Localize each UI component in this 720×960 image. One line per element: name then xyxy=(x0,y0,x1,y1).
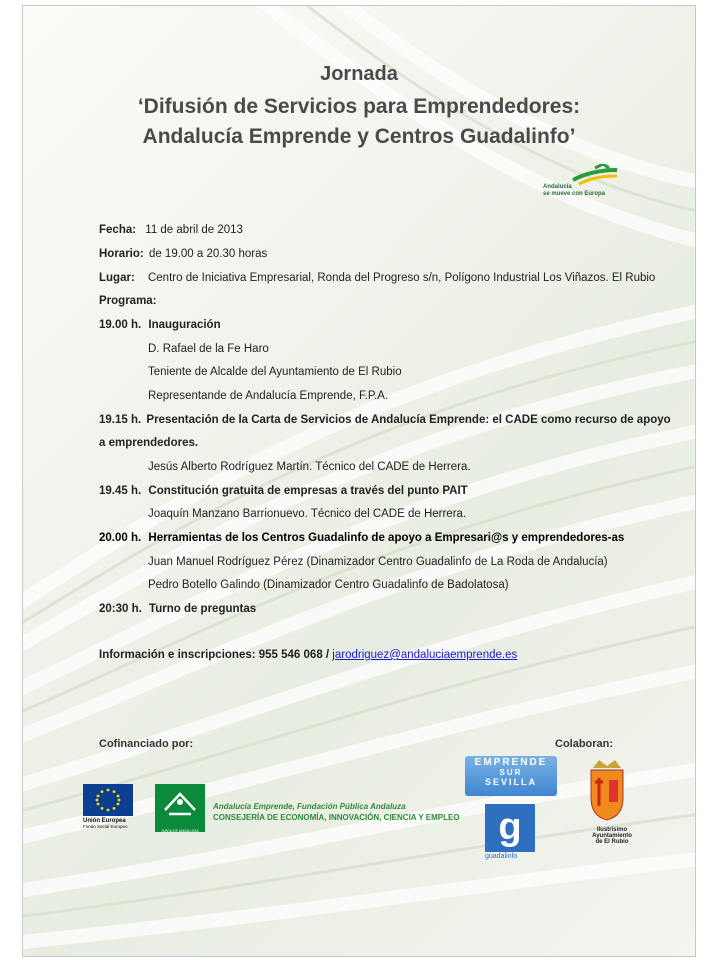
guadalinfo-logo xyxy=(485,804,537,864)
junta-emblem-icon xyxy=(155,784,205,824)
session-preguntas: Turno de preguntas xyxy=(149,603,257,615)
ayto-text-1: Ilustrísimo xyxy=(596,827,628,833)
speaker-joaquin: Joaquín Manzano Barrionuevo. Técnico del CADE de Herrera. xyxy=(148,508,467,520)
sevilla-text: SEVILLA xyxy=(484,777,537,787)
andalucia-logo-text-2: se mueve con Europa xyxy=(543,191,606,197)
speaker-juan-manuel: Juan Manuel Rodríguez Pérez (Dinamizador Centro Guadalinfo de La Roda de Andalucía) xyxy=(148,556,608,568)
speaker-rafael: D. Rafael de la Fe Haro xyxy=(148,343,269,355)
lugar-label: Lugar: xyxy=(99,272,135,284)
session-presentacion: Presentación de la Carta de Servicios de Andalucía Emprende: el CADE como recurso de apoyo xyxy=(146,414,671,426)
eu-text-1: Unión Europea xyxy=(83,818,126,824)
speaker-representante: Representande de Andalucía Emprende, F.P.A. xyxy=(148,390,389,402)
speaker-jesus: Jesús Alberto Rodríguez Martín. Técnico del CADE de Herrera. xyxy=(148,461,471,473)
session-inauguracion: Inauguración xyxy=(148,319,221,331)
junta-logo xyxy=(155,784,205,832)
emprende-sur-sevilla-logo xyxy=(465,756,557,796)
eu-stars-icon xyxy=(83,784,133,816)
title-line-2: ‘Difusión de Servicios para Emprendedores: xyxy=(137,95,581,118)
time-1915: 19.15 h. xyxy=(99,414,142,426)
program-item-5 xyxy=(99,603,256,615)
cofinanciado-label: Cofinanciado por: xyxy=(99,738,194,750)
horario-value: de 19.00 a 20.30 horas xyxy=(148,248,268,260)
contact-email-link[interactable]: jarodriguez@andaluciaemprende.es xyxy=(332,649,518,661)
title-line-1: Jornada xyxy=(320,63,398,85)
guadalinfo-g-icon: g xyxy=(485,804,535,852)
program-item-2 xyxy=(99,414,671,426)
program-item-4 xyxy=(99,532,624,544)
poster xyxy=(22,5,696,957)
andalucia-logo-text-1: Andalucía xyxy=(543,184,572,190)
fecha-label: Fecha: xyxy=(99,224,137,236)
speaker-pedro: Pedro Botello Galindo (Dinamizador Centro Guadalinfo de Badolatosa) xyxy=(148,579,509,591)
programa-label: Programa: xyxy=(99,295,157,307)
sur-text: SUR xyxy=(499,768,523,777)
lugar-row xyxy=(99,272,655,284)
fecha-row xyxy=(99,224,243,236)
session-constitucion: Constitución gratuita de empresas a través del punto PAIT xyxy=(148,485,468,497)
horario-label: Horario: xyxy=(99,248,144,260)
title-line-3: Andalucía Emprende y Centros Guadalinfo’ xyxy=(142,125,576,148)
junta-text: JUNTA DE ANDALUCÍA xyxy=(161,829,199,833)
consejeria-text: CONSEJERÍA DE ECONOMÍA, INNOVACIÓN, CIENCIA Y EMPLEO xyxy=(213,813,460,822)
colaboran-label: Colaboran: xyxy=(555,738,614,750)
lugar-value: Centro de Iniciativa Empresarial, Ronda del Progreso s/n, Polígono Industrial Los Viñazos. El Rubio xyxy=(147,272,656,284)
eu-logo xyxy=(83,784,135,834)
contact-label: Información e inscripciones: 955 546 068 / xyxy=(99,649,333,661)
time-1900: 19.00 h. xyxy=(99,319,142,331)
fecha-value: 11 de abril de 2013 xyxy=(145,224,243,236)
guadalinfo-text: guadalinfo xyxy=(485,853,518,860)
andalucia-emprende-text: Andalucía Emprende, Fundación Pública Andaluza xyxy=(213,802,406,811)
session-presentacion-cont: a emprendedores. xyxy=(99,437,199,449)
session-herramientas: Herramientas de los Centros Guadalinfo de apoyo a Empresari@s y emprendedores-as xyxy=(148,532,625,544)
ayto-text-3: de El Rubio xyxy=(595,839,629,845)
eu-text-2: Fondo Social Europeo xyxy=(83,824,128,829)
eu-flag-icon xyxy=(83,784,133,816)
ayto-text-2: Ayuntamiento xyxy=(592,833,632,839)
program-item-1 xyxy=(99,319,221,331)
andalucia-logo-icon xyxy=(543,164,623,186)
time-1945: 19.45 h. xyxy=(99,485,142,497)
program-item-3 xyxy=(99,485,468,497)
speaker-rafael-role: Teniente de Alcalde del Ayuntamiento de El Rubio xyxy=(148,366,402,378)
ayuntamiento-el-rubio-logo xyxy=(577,758,647,868)
andalucia-europa-logo xyxy=(543,164,623,200)
emprende-text: EMPRENDE xyxy=(474,757,548,768)
time-2000: 20.00 h. xyxy=(99,532,142,544)
horario-row xyxy=(99,248,267,260)
time-2030: 20:30 h. xyxy=(99,603,142,615)
contact-row xyxy=(99,649,517,661)
coat-of-arms-icon xyxy=(587,758,627,822)
